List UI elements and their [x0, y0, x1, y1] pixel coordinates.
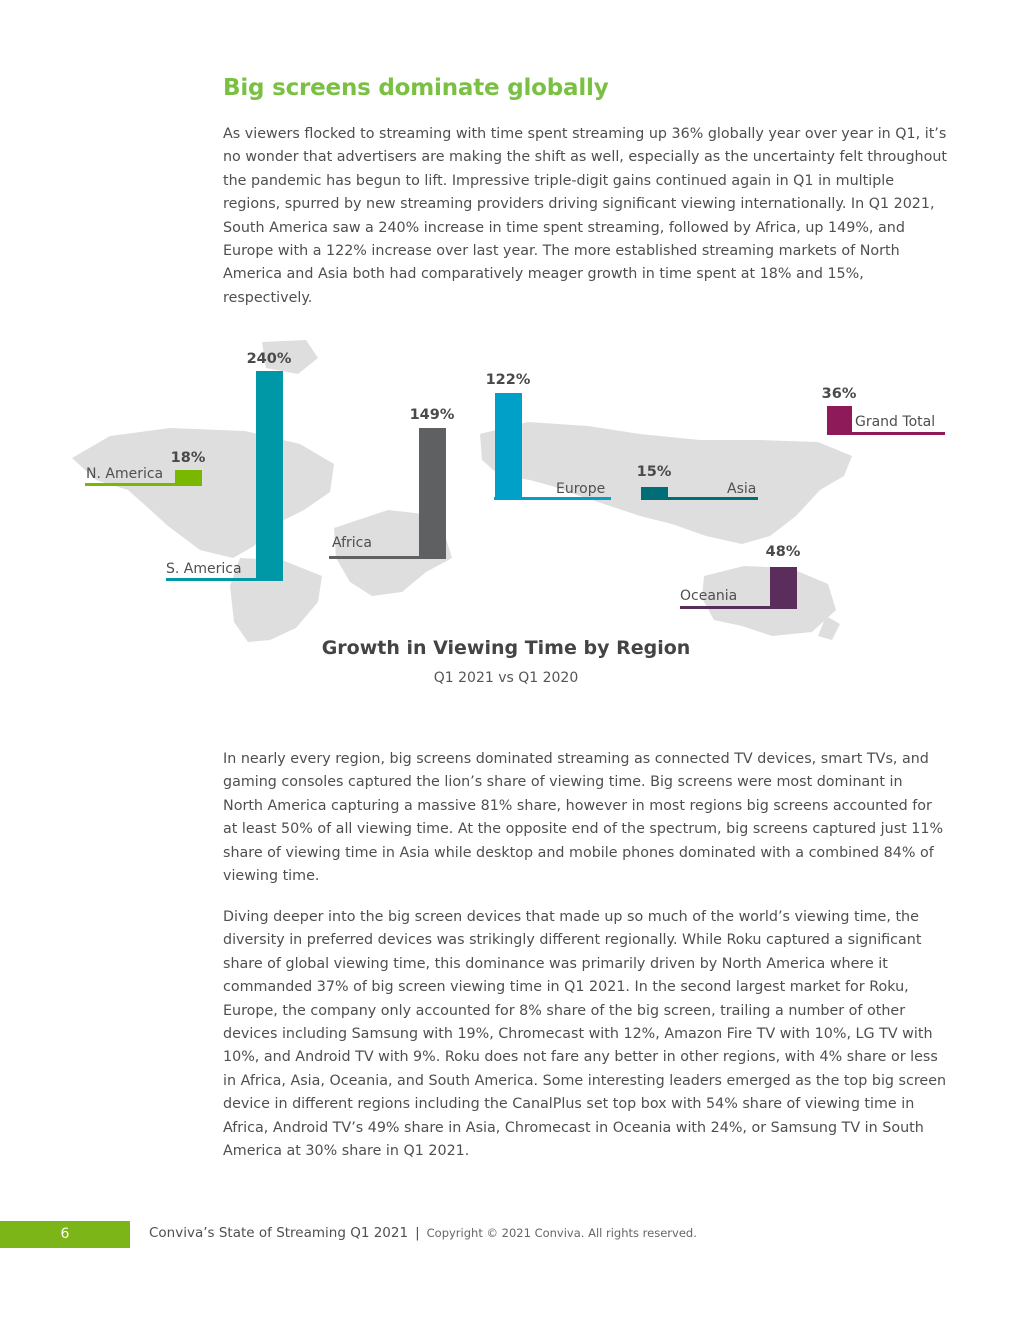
footer-copyright: Copyright © 2021 Conviva. All rights reserved. [426, 1226, 697, 1240]
region-label-n-america: N. America [86, 466, 164, 482]
region-label-grand-total: Grand Total [855, 414, 936, 430]
value-label-africa: 149% [409, 407, 455, 423]
footer-doc-title: Conviva’s State of Streaming Q1 2021 [149, 1225, 409, 1241]
region-label-s-america: S. America [166, 561, 242, 577]
bar-n-america [175, 470, 202, 486]
bar-europe [495, 393, 522, 500]
value-label-oceania: 48% [765, 544, 801, 560]
devices-paragraph: Diving deeper into the big screen devices that made up so much of the world’s viewing time, the diversity in preferred devices was strikingly different regionally. While Roku captured a significant share of global viewing time, this dominance was primarily driven by North America where it commanded 37% of big screen viewing time in Q1 2021. In the second largest market for Roku, Europe, the company only accounted for 8% share of the big screen, trailing a number of other devices including Samsung with 19%, Chromecast with 12%, Amazon Fire TV with 10%, LG TV with 10%, and Android TV with 9%. Roku does not fare any better in other regions, with 4% share or less in Africa, Asia, Oceania, and South America. Some interesting leaders emerged as the top big screen device in different regions including the CanalPlus set top box with 54% share of viewing time in Africa, Android TV’s 49% share in Asia, Chromecast in Oceania with 24%, or Samsung TV in South America at 30% share in Q1 2021. [223, 909, 947, 1160]
chart-subtitle: Q1 2021 vs Q1 2020 [433, 670, 579, 686]
bar-s-america [256, 371, 283, 581]
region-label-europe: Europe [556, 481, 606, 497]
value-label-grand-total: 36% [821, 386, 857, 402]
section-heading: Big screens dominate globally [223, 75, 609, 101]
footer [149, 1225, 697, 1241]
value-label-europe: 122% [485, 372, 531, 388]
chart-title: Growth in Viewing Time by Region [321, 637, 691, 659]
bar-grand-total [827, 406, 852, 435]
bar-africa [419, 428, 446, 559]
bar-oceania [770, 567, 797, 609]
footer-separator: | [415, 1225, 420, 1241]
big-screens-paragraph: In nearly every region, big screens dominated streaming as connected TV devices, smart TVs, and gaming consoles captured the lion’s share of viewing time. Big screens were most dominant in North America capturing a massive 81% share, however in most regions big screens accounted for at least 50% of all viewing time. At the opposite end of the spectrum, big screens captured just 11% share of viewing time in Asia while desktop and mobile phones dominated with a combined 84% of viewing time. [223, 751, 944, 885]
intro-paragraph: As viewers flocked to streaming with time spent streaming up 36% globally year over year in Q1, it’s no wonder that advertisers are making the shift as well, especially as the uncertainty felt throughout the pandemic has begun to lift. Impressive triple-digit gains continued again in Q1 in multiple regions, spurred by new streaming providers driving significant viewing internationally. In Q1 2021, South America saw a 240% increase in time spent streaming, followed by Africa, up 149%, and Europe with a 122% increase over last year. The more established streaming markets of North America and Asia both had comparatively meager growth in time spent at 18% and 15%, respectively. [223, 126, 948, 306]
bar-asia [641, 487, 668, 500]
value-label-n-america: 18% [170, 450, 206, 466]
page-number: 6 [0, 1221, 130, 1248]
region-label-africa: Africa [332, 535, 372, 551]
region-label-oceania: Oceania [680, 588, 738, 604]
region-label-asia: Asia [727, 481, 757, 497]
value-label-s-america: 240% [246, 351, 292, 367]
value-label-asia: 15% [636, 464, 672, 480]
